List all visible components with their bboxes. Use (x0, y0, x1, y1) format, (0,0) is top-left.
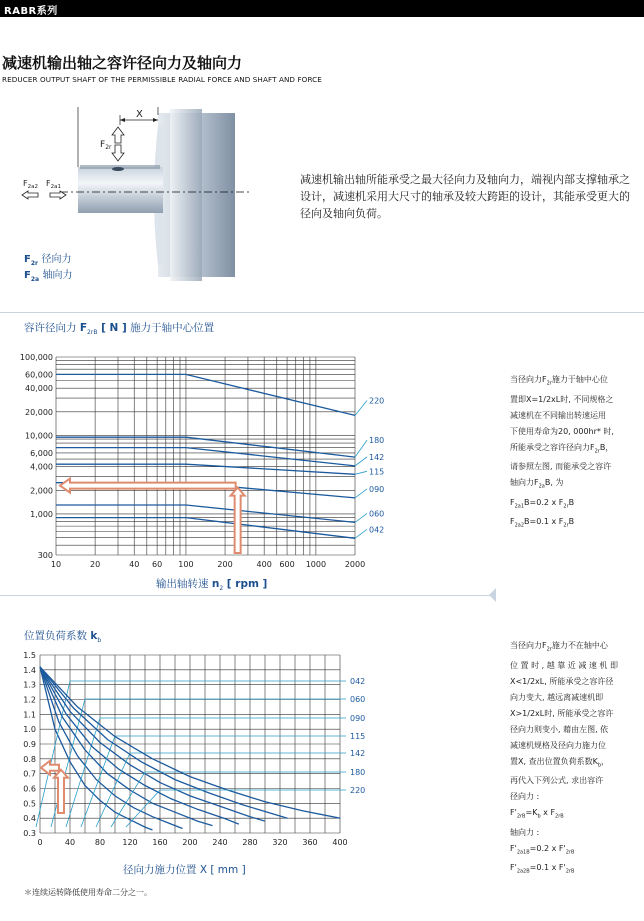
y-tick-label: 20,000 (25, 407, 53, 417)
series-label-060: 060 (369, 509, 385, 519)
series-label-115: 115 (350, 732, 366, 741)
y-tick-label: 0.7 (23, 769, 36, 779)
svg-text:F2a1: $F_{2a1}$ (46, 179, 61, 190)
x-tick-label: 60 (152, 560, 163, 569)
shaft-shape (78, 167, 163, 213)
section-divider (0, 312, 644, 313)
series-leader-090 (355, 489, 367, 498)
key-slot (112, 167, 124, 171)
x-tick-label: 120 (122, 838, 138, 847)
x-tick-label: 0 (37, 838, 43, 847)
series-leader-115 (355, 471, 367, 474)
series-label-180: 180 (369, 436, 385, 446)
note-line: X<1/2xL, 所能承受之容许径 (510, 676, 614, 686)
chart2-title: 位置负荷系数 $k_b$ (24, 630, 102, 645)
note-line: 轴向力 : (510, 827, 540, 837)
y-tick-label: 1.0 (23, 725, 36, 735)
y-tick-label: 0.5 (23, 799, 36, 809)
series-leader-115 (81, 736, 346, 827)
axial-force-left-arrow (22, 191, 38, 199)
svg-text:F2a2: $F_{2a2}$ (23, 179, 38, 190)
series-label-220: 220 (369, 396, 385, 406)
note-line: 置X, 查出位置负荷系数$K_b$， (510, 756, 609, 769)
series-label-142: 142 (369, 452, 385, 462)
flange-shape (170, 109, 202, 281)
series-leader-042 (355, 529, 367, 538)
note-line: 请参照左图, 而能承受之容许 (510, 462, 612, 472)
y-tick-label: 0.8 (23, 754, 36, 764)
chart1-title: 容许径向力 $F_{2rB}$ [ N ] 施力于轴中心位置 (24, 322, 215, 337)
note-line: 位 置 时 , 越 靠 近 减 速 机 即 (510, 660, 618, 670)
series-label-180: 180 (350, 768, 366, 777)
x-tick-label: 20 (90, 560, 101, 569)
y-tick-label: 4,000 (30, 462, 53, 472)
x-tick-label: 10 (50, 560, 62, 569)
y-tick-label: 1.3 (23, 680, 36, 690)
series-label: RABR系列 (4, 6, 58, 17)
y-tick-label: 1,000 (30, 509, 53, 519)
y-tick-label: 1.2 (23, 695, 36, 705)
x-tick-label: 40 (129, 560, 140, 569)
y-tick-label: 40,000 (25, 384, 53, 394)
legend-axial: $F_{2a}$ 轴向力 (24, 270, 73, 283)
note-line: 轴向力$F_{2a}B$, 为 (510, 478, 564, 490)
y-tick-label: 300 (37, 551, 53, 560)
note-line: $F'_{2a2B}=0.1$ x $F'_{2rB}$ (510, 863, 575, 875)
series-label-042: 042 (350, 677, 366, 686)
x-tick-label: 1000 (305, 560, 327, 569)
chart1-note (510, 372, 635, 534)
x-dim-label: X (136, 109, 143, 120)
note-line: $F'_{2rB}=K_b$ x $F_{2rB}$ (510, 808, 564, 820)
note-line: 减速机规格及径向力施力位 (510, 740, 606, 750)
reading-arrow-up (231, 488, 245, 553)
note-line: 再代入下列公式, 求出容许 (510, 776, 604, 786)
legend-radial: $F_{2r}$ 径向力 (24, 254, 72, 267)
series-label-042: 042 (369, 525, 385, 535)
x-tick-label: 360 (302, 838, 318, 847)
x-tick-label: 600 (279, 560, 295, 569)
note-line: 下使用寿命为20, 000hr* 时, (510, 426, 614, 436)
chart2-note (510, 638, 635, 880)
x-tick-label: 240 (212, 838, 228, 847)
footnote: ＊连续运转降低使用寿命二分之一。 (24, 888, 152, 897)
y-tick-label: 1.1 (23, 710, 36, 720)
note-line: 所能承受之容许径向力$F_{2r}B$， (510, 442, 614, 455)
note-line: $F'_{2a1B}=0.2$ x $F'_{2rB}$ (510, 843, 575, 856)
note-line: 径向力则变小, 藉由左图, 依 (510, 724, 609, 734)
y-tick-label: 1.5 (23, 651, 36, 660)
series-label-142: 142 (350, 749, 366, 758)
radial-force-up-arrow (112, 127, 124, 143)
series-label-090: 090 (369, 484, 385, 494)
x-tick-label: 2000 (344, 560, 366, 569)
series-leader-220 (126, 790, 346, 827)
series-leader-220 (355, 400, 367, 415)
intro-paragraph: 减速机输出轴所能承受之最大径向力及轴向力，端视内部支撑轴承之设计，减速机采用大尺寸的轴承及较大跨距的设计，其能承受更大的径向及轴向负荷。 (300, 173, 630, 220)
series-leader-142 (355, 457, 367, 466)
series-label-220: 220 (350, 786, 366, 795)
y-tick-label: 0.4 (23, 814, 36, 824)
series-label-115: 115 (369, 467, 385, 477)
x-tick-label: 320 (272, 838, 288, 847)
chart2-xlabel: 径向力施力位置 X [ mm ] (123, 864, 246, 876)
series-label-090: 090 (350, 714, 366, 723)
series-leader-042 (36, 681, 346, 827)
x-tick-label: 160 (152, 838, 168, 847)
y-tick-label: 6,000 (30, 448, 53, 458)
x-tick-label: 400 (332, 838, 348, 847)
x-tick-label: 400 (256, 560, 272, 569)
section-divider-2 (0, 595, 490, 596)
note-line: 径向力 : (510, 792, 540, 802)
x-tick-label: 200 (217, 560, 233, 569)
header-bar (0, 0, 644, 17)
divider-marker-icon (488, 588, 498, 602)
y-tick-label: 1.4 (23, 665, 36, 675)
chart1-xlabel: 输出轴转速 $n_2$ [ rpm ] (156, 578, 268, 593)
radial-force-down-arrow (112, 145, 124, 161)
y-tick-label: 0.9 (23, 740, 36, 749)
reading-arrow-left (41, 761, 59, 775)
series-label-060: 060 (350, 695, 366, 704)
y-tick-label: 100,000 (19, 353, 53, 362)
note-line: 当径向力$F_{2r}$施力不在轴中心 (510, 641, 608, 653)
note-line: 向力变大, 越远离减速机即 (510, 692, 604, 702)
x-tick-label: 100 (178, 560, 194, 569)
x-tick-label: 280 (242, 838, 258, 847)
y-tick-label: 0.3 (23, 829, 36, 838)
y-tick-label: 60,000 (25, 370, 53, 380)
chart1-radial-force (0, 345, 400, 593)
note-line: $F_{2a2}B=0.1$ x $F_{2r}B$ (510, 517, 575, 529)
note-line: 置即X=1/2xL时, 不同规格之 (510, 394, 614, 404)
svg-text:F2r: $F_{2r}$ (100, 140, 112, 151)
page-subtitle: REDUCER OUTPUT SHAFT OF THE PERMISSIBLE RADIAL FORCE AND SHAFT AND FORCE (2, 75, 322, 84)
y-tick-label: 0.6 (23, 784, 36, 794)
x-tick-label: 80 (94, 838, 106, 847)
chart2-position-factor (0, 645, 400, 855)
series-leader-060 (355, 513, 367, 522)
note-line: $F_{2a1}B=0.2$ x $F_{2r}B$ (510, 497, 575, 510)
x-tick-label: 200 (182, 838, 198, 847)
note-line: 当径向力$F_{2r}$施力于轴中心位 (510, 375, 608, 387)
series-leader-180 (355, 440, 367, 457)
note-line: 减速机在不同输出转速运用 (510, 410, 606, 420)
page-title: 减速机输出轴之容许径向力及轴向力 (2, 54, 243, 72)
y-tick-label: 10,000 (25, 431, 53, 441)
y-tick-label: 2,000 (30, 486, 53, 496)
note-line: X>1/2xL时, 所能承受之容许 (510, 708, 614, 718)
x-tick-label: 40 (64, 838, 76, 847)
